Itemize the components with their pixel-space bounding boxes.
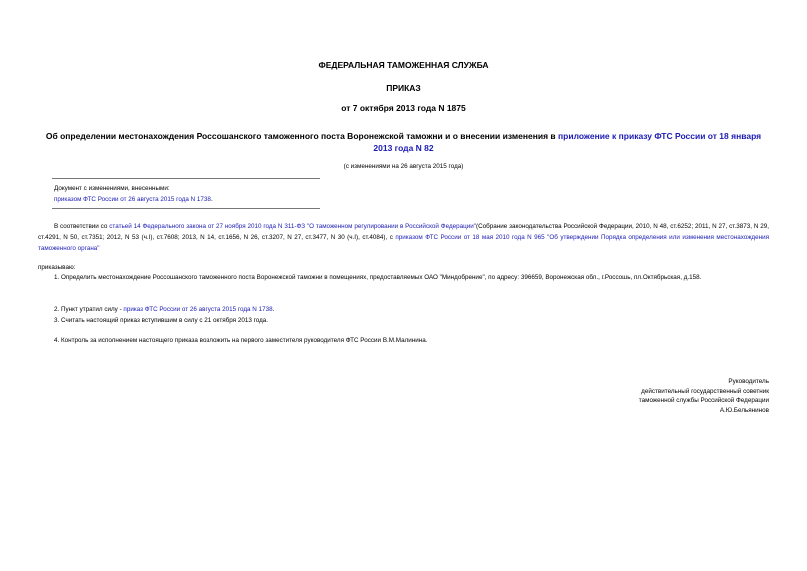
agency-heading: ФЕДЕРАЛЬНАЯ ТАМОЖЕННАЯ СЛУЖБА [318, 60, 489, 70]
item-1: 1. Определить местонахождение Россошанского таможенного поста Воронежской таможни в помещениях, предоставляемых ОАО "Миндобрение", по адресу: 396659, Воронежская обл., г.Россошь, пл.Октябрьская, д.158. [54, 274, 702, 281]
intro-paragraph [38, 221, 769, 254]
signature-block [639, 377, 769, 415]
item-2-link-1738[interactable]: приказ ФТС России от 26 августа 2015 года N 1738 [123, 306, 273, 313]
title-link-order-82[interactable]: приложение к приказу ФТС России от 18 января 2013 года N 82 [373, 131, 762, 153]
amendment-link-1738[interactable]: приказом ФТС России от 26 августа 2015 года N 1738 [54, 196, 211, 203]
amendments-label: Документ с изменениями, внесенными: [54, 185, 170, 192]
item-4: 4. Контроль за исполнением настоящего приказа возложить на первого заместителя руководителя ФТС России В.М.Малинина. [54, 337, 428, 344]
signature-position: Руководитель [728, 378, 769, 385]
amendments-box [54, 183, 213, 205]
item-2-suffix: . [272, 306, 275, 313]
doc-type-heading: ПРИКАЗ [386, 83, 421, 93]
amendment-link-suffix: . [210, 196, 213, 203]
item-2 [38, 304, 769, 315]
title-text: Об определении местонахождения Россошанского таможенного поста Воронежской таможни и о внесении изменения в [45, 131, 559, 141]
amendments-bottom-divider [52, 208, 320, 209]
signature-name: А.Ю.Бельянинов [719, 406, 769, 414]
order-965-link[interactable]: приказом ФТС России от 18 мая 2010 года N 965 "Об утверждении Порядка определения или изменения местонахождения таможенного органа" [38, 234, 769, 252]
amendments-link-line [54, 194, 213, 205]
intro-middle: (Собрание законодательства Российской Федерации, 2010, N 48, ст.6252; 2011, N 27, ст.3873, N 29, ст.4291, N 50, ст.7351; 2012, N 53 (ч.I), ст.7608; 2013, N 14, ст.1656, N 26, ст.3207, N 27, ст.3477, N 30 (ч.I), ст.4084), с [38, 223, 769, 241]
intro-prefix: В соответствии со [54, 223, 110, 230]
signature-rank-1: действительный государственный советник [641, 387, 769, 395]
signature-rank-2: таможенной службы Российской Федерации [638, 397, 769, 404]
date-number-heading: от 7 октября 2013 года N 1875 [341, 103, 466, 113]
changes-note: (с изменениями на 26 августа 2015 года) [343, 163, 464, 170]
law-311-link[interactable]: статьей 14 Федерального закона от 27 ноября 2010 года N 311-ФЗ "О таможенном регулировании в Российской Федерации" [109, 223, 477, 230]
item-3: 3. Считать настоящий приказ вступившим в силу с 21 октября 2013 года. [54, 317, 269, 324]
document-title [40, 130, 767, 154]
item-2-prefix: 2. Пункт утратил силу - [54, 306, 124, 313]
prikazyvayu-label: приказываю: [38, 264, 76, 271]
amendments-top-divider [52, 178, 320, 179]
